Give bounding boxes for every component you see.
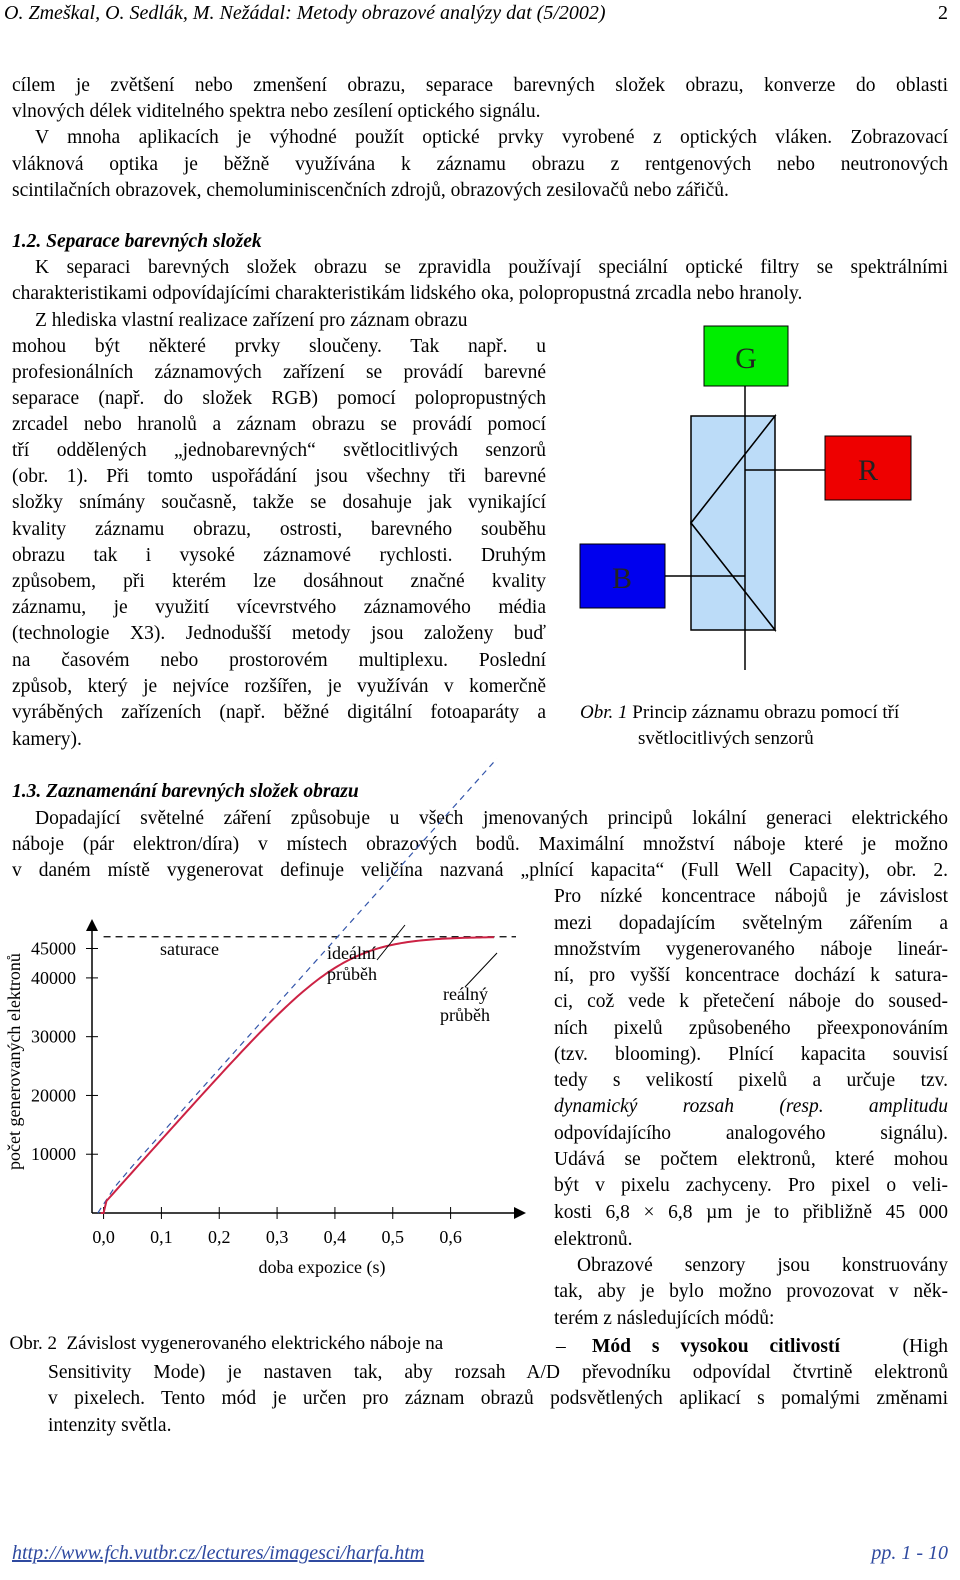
- footer-page-range: pp. 1 - 10: [871, 1542, 948, 1564]
- bullet-rest-text: (High: [902, 1336, 948, 1357]
- sec13-p2-line-14: elektronů.: [554, 1229, 633, 1250]
- sec13-p2-line-2: mezi dopadajícím světelným zářením a: [554, 913, 948, 934]
- sec12-p2-line-14: na časovém nebo prostorovém multiplexu. Poslední: [12, 650, 546, 671]
- sec13-p3-line-1: Obrazové senzory jsou konstruovány: [577, 1255, 948, 1276]
- sec12-p2-line-1: Z hlediska vlastní realizace zařízení pro záznam obrazu: [35, 310, 468, 331]
- chart-ticks: [31, 939, 462, 1247]
- sec12-p2-line-12: záznamu, je využití vícevrstvého záznamového média: [12, 597, 546, 618]
- sec12-p2-line-11: způsobem, při kterém lze dosáhnout značné kvality: [12, 571, 546, 592]
- sec13-p2-line-8: tedy s velikostí pixelů a určuje tzv.: [554, 1070, 948, 1091]
- sec13-p2-line-10: odpovídajícího analogového signálu).: [554, 1123, 948, 1144]
- figure-1-caption-text: Princip záznamu obrazu pomocí tří: [627, 702, 900, 723]
- sec13-p2-line-11: Udává se počtem elektronů, které mohou: [554, 1149, 948, 1170]
- sec12-p2-line-3: profesionálních záznamových zařízení se provádí barevné: [12, 362, 546, 383]
- x-tick-label-0: 0,0: [92, 1227, 115, 1247]
- sec13-p2-line-1: Pro nízké koncentrace nábojů je závislost: [554, 886, 948, 907]
- sec13-p2-line-5: ci, což vede k přetečení náboje do soused-: [554, 991, 948, 1012]
- sec12-p2-line-16: vyráběných zařízeních (např. běžné digitální fotoaparáty a: [12, 702, 546, 723]
- y-tick-label-0: 10000: [31, 1144, 76, 1165]
- x-tick-label-5: 0,5: [381, 1227, 405, 1247]
- intro-p2-line-1: V mnoha aplikacích je výhodné použít optické prvky vyrobené z optických vláken. Zobrazovací: [35, 127, 948, 148]
- sec13-p2-line-3: množstvím vygenerovaného náboje lineár-: [554, 939, 948, 960]
- intro-p2-line-2: vláknová optika je běžně využívána k záznamu obrazu z rentgenových nebo neutronových: [12, 154, 948, 175]
- sensor-r-label: R: [857, 454, 879, 487]
- sec12-p2-line-7: (obr. 1). Při tomto uspořádání jsou všechny tři barevné: [12, 466, 546, 487]
- sec12-p2-line-4: separace (např. do složek RGB) pomocí polopropustných: [12, 388, 546, 409]
- figure-1-caption-line-2: světlocitlivých senzorů: [638, 728, 814, 749]
- running-header-left: O. Zmeškal, O. Sedlák, M. Nežádal: Metody obrazové analýzy dat (5/2002): [4, 2, 606, 24]
- intro-line-2: vlnových délek viditelného spektra nebo zesílení optického signálu.: [12, 101, 541, 122]
- section-heading-1-2: 1.2. Separace barevných složek: [12, 231, 262, 252]
- figure-1-caption-prefix: Obr. 1: [580, 702, 628, 723]
- sec13-p2-line-4: ní, pro vyšší koncentrace dochází k satura-: [554, 965, 948, 986]
- figure-2-chart: [0, 915, 540, 1285]
- figure-1-caption-line-1: [580, 700, 899, 726]
- y-tick-label-1: 20000: [31, 1085, 76, 1106]
- annotation-idealni-line1: ideální: [327, 943, 376, 963]
- x-tick-label-6: 0,6: [439, 1227, 462, 1247]
- sec13-p1-line-1: Dopadající světelné záření způsobuje u všech jmenovaných principů lokální generaci elektrického: [35, 808, 948, 829]
- bullet-line-2: v pixelech. Tento mód je určen pro záznam obrazů podsvětlených aplikací s pomalými změnami: [48, 1388, 948, 1409]
- y-axis-label: počet generovaných elektronů: [4, 953, 24, 1170]
- sensor-b-label: B: [611, 562, 633, 595]
- x-tick-label-2: 0,2: [207, 1227, 231, 1247]
- page-number: 2: [938, 2, 948, 24]
- pointer-realny: [465, 953, 497, 987]
- annotation-realny-line1: reálný: [443, 984, 488, 1004]
- sec12-p1-line-1: K separaci barevných složek obrazu se zpravidla používají speciální optické filtry se spektrálními: [35, 257, 948, 278]
- real-curve: [101, 937, 494, 1213]
- sec12-p2-line-8: složky snímány současně, takže se dosahuje jak vynikající: [12, 492, 546, 513]
- figure-2-caption-text: Obr. 2 Závislost vygenerovaného elektrického náboje na: [9, 1333, 444, 1354]
- bullet-line-3: intenzity světla.: [48, 1415, 172, 1436]
- footer-link-wrap: [12, 1540, 424, 1566]
- sec12-p2-line-17: kamery).: [12, 729, 82, 750]
- bullet-dash: –: [556, 1336, 566, 1357]
- intro-p2-line-3: scintilačních obrazovek, chemoluminiscenčních zdrojů, obrazových zesilovačů nebo zářičů.: [12, 180, 729, 201]
- figure-2-caption: [0, 1305, 540, 1354]
- y-tick-label-4: 45000: [31, 938, 76, 959]
- footer-url-link[interactable]: http://www.fch.vutbr.cz/lectures/imagesci/harfa.htm: [12, 1542, 425, 1564]
- sec12-p1-line-2: charakteristikami odpovídajícími charakteristikám lidského oka, polopropustná zrcadla nebo hranoly.: [12, 283, 803, 304]
- sec13-p2-line-12: být v pixelu zachyceny. Pro pixel o veli-: [554, 1175, 948, 1196]
- sec12-p2-line-15: způsob, který je nejvíce rozšířen, je využíván v komerčně: [12, 676, 546, 697]
- sec12-p2-line-13: (technologie X3). Jednodušší metody jsou založeny buď: [12, 623, 546, 644]
- section-heading-1-3: 1.3. Zaznamenání barevných složek obrazu: [12, 781, 359, 802]
- bullet-bold-text: Mód s vysokou citlivostí: [592, 1336, 840, 1357]
- bullet-line-1: Sensitivity Mode) je nastaven tak, aby rozsah A/D převodníku odpovídal čtvrtině elektronů: [48, 1362, 948, 1383]
- sec13-p3-line-2: tak, aby je bylo možno provozovat v něk-: [554, 1281, 948, 1302]
- intro-line-1: cílem je zvětšení nebo zmenšení obrazu, separace barevných složek obrazu, konverze do oblasti: [12, 75, 948, 96]
- x-axis-label: doba expozice (s): [258, 1257, 386, 1277]
- sec12-p2-line-5: zrcadel nebo hranolů a záznam obrazu se provádí pomocí: [12, 414, 546, 435]
- x-tick-label-3: 0,3: [265, 1227, 289, 1247]
- annotation-idealni-line2: průběh: [327, 964, 377, 984]
- sec13-p2-line-7: (tzv. blooming). Plnící kapacita souvisí: [554, 1044, 948, 1065]
- chart-axes: [92, 925, 520, 1213]
- annotation-realny-line2: průběh: [440, 1005, 490, 1025]
- sensor-g-label: G: [735, 342, 757, 375]
- sec12-p2-line-2: mohou být některé prvky sloučeny. Tak např. u: [12, 336, 546, 357]
- sec12-p2-line-6: tří oddělených „jednobarevných“ světlocitlivých senzorů: [12, 440, 546, 461]
- x-tick-label-4: 0,4: [323, 1227, 347, 1247]
- y-tick-label-2: 30000: [31, 1026, 76, 1047]
- sec13-p1-line-2: náboje (pár elektron/díra) v místech obrazových bodů. Maximální množství náboje které je možno: [12, 834, 948, 855]
- sec13-p2-line-13: kosti 6,8 × 6,8 µm je to přibližně 45 000: [554, 1202, 948, 1223]
- sec13-p3-line-3: terém z následujících módů:: [554, 1308, 775, 1329]
- sec13-p1-line-3: v daném místě vygenerovat definuje veličina nazvaná „plnící kapacita“ (Full Well Capacity), obr. 2.: [12, 860, 948, 881]
- y-tick-label-3: 40000: [31, 967, 76, 988]
- sec13-p2-line-6: ních pixelů způsobeného přeexponováním: [554, 1018, 948, 1039]
- x-tick-label-1: 0,1: [150, 1227, 173, 1247]
- sec12-p2-line-10: obrazu tak i vysoké záznamové rychlosti. Druhým: [12, 545, 546, 566]
- annotation-saturace: saturace: [160, 939, 219, 959]
- figure-1-prism-diagram: [570, 318, 950, 686]
- sec12-p2-line-9: kvality záznamu obrazu, ostrosti, barevného souběhu: [12, 519, 546, 540]
- sec13-p2-line-9: dynamický rozsah (resp. amplitudu: [554, 1096, 948, 1117]
